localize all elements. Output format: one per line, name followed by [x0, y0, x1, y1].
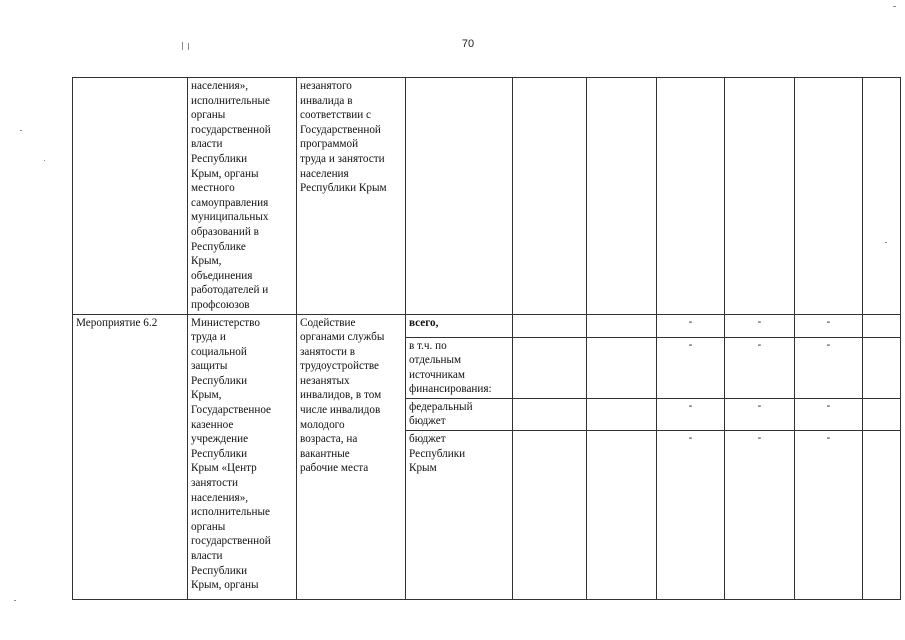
scan-speck [44, 160, 45, 161]
cell-value: - [795, 314, 863, 337]
measure-row-total [73, 314, 901, 337]
cell-value: - [795, 337, 863, 398]
cell-value [863, 314, 901, 337]
cell-value [513, 314, 587, 337]
scan-speck [14, 600, 16, 601]
program-measures-table [72, 77, 846, 596]
result-text: незанятого инвалида в соответствии с Государственной программой труда и занятости населения Республики Крым [300, 80, 387, 195]
cell-value: - [795, 398, 863, 430]
cell-measure-empty [73, 78, 188, 315]
cell-value: - [657, 398, 725, 430]
page-number: 70 [461, 38, 475, 50]
cell-value [513, 398, 587, 430]
cell-value [513, 431, 587, 600]
measures-grid [72, 77, 901, 600]
cell-value [863, 431, 901, 600]
executor-text: населения», исполнительные органы государственной власти Республики Крым, органы местного самоуправления муниципальных образований в Республике Крым, объединения работодателей и профсоюзов [191, 80, 271, 311]
scan-speck [188, 43, 189, 50]
cell-executor-continued [188, 78, 297, 315]
cell-result-continued [297, 78, 406, 315]
cell-value [587, 431, 657, 600]
result-text: Содействие органами службы занятости в трудоустройстве незанятых инвалидов, в том числе инвалидов молодого возраста, на вакантные рабочие места [300, 316, 385, 475]
source-label: всего, [409, 316, 439, 329]
cell-year-empty [587, 78, 657, 315]
cell-value [587, 314, 657, 337]
scan-speck [885, 242, 887, 243]
cell-value [863, 337, 901, 398]
cell-source-label [406, 314, 513, 337]
source-label: бюджет Республики Крым [409, 433, 466, 475]
cell-source-label [406, 398, 513, 430]
cell-year-empty [657, 78, 725, 315]
source-label: в т.ч. по отдельным источникам финансирования: [409, 339, 492, 396]
cell-value: - [725, 314, 795, 337]
scan-speck [893, 6, 896, 7]
cell-value: - [725, 337, 795, 398]
cell-value: - [725, 398, 795, 430]
cell-year-empty [513, 78, 587, 315]
cell-value: - [725, 431, 795, 600]
cell-source-label [406, 337, 513, 398]
cell-year-empty [863, 78, 901, 315]
scan-speck [20, 130, 22, 131]
cell-source-empty [406, 78, 513, 315]
source-label: федеральный бюджет [409, 400, 473, 428]
cell-measure-name [73, 314, 188, 600]
executor-text: Министерство труда и социальной защиты Республики Крым, Государственное казенное учреждение Республики Крым «Центр занятости населения», исполнительные органы государственной власти Республики Крым, органы [191, 316, 272, 592]
cell-value: - [657, 314, 725, 337]
cell-value [587, 398, 657, 430]
cell-year-empty [725, 78, 795, 315]
cell-value: - [795, 431, 863, 600]
cell-year-empty [795, 78, 863, 315]
cell-result [297, 314, 406, 600]
cell-value [587, 337, 657, 398]
cell-value: - [657, 431, 725, 600]
continued-row [73, 78, 901, 315]
cell-source-label [406, 431, 513, 600]
scan-speck [182, 42, 183, 50]
cell-value [513, 337, 587, 398]
cell-executor [188, 314, 297, 600]
cell-value [863, 398, 901, 430]
measure-name: Мероприятие 6.2 [76, 316, 158, 329]
cell-value: - [657, 337, 725, 398]
